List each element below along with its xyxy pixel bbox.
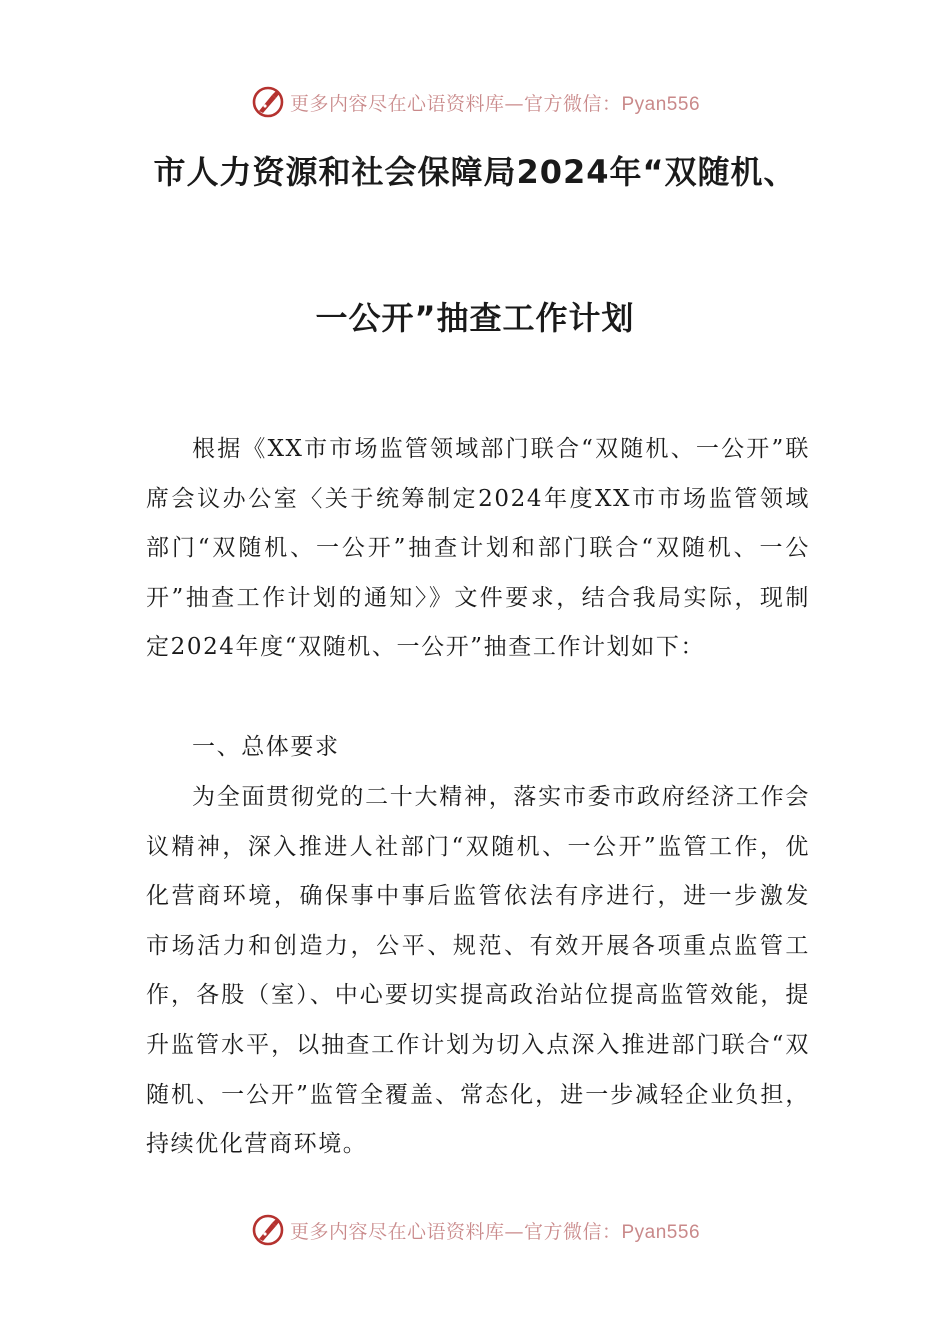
- intro-paragraph: 根据《XX市市场监管领域部门联合“双随机、一公开”联席会议办公室〈关于统筹制定2024年度XX市市场监管领域部门“双随机、一公开”抽查计划和部门联合“双随机、一公开”抽查工作计划的通知〉》文件要求，结合我局实际，现制定2024年度“双随机、一公开”抽查工作计划如下：: [146, 436, 810, 661]
- section-heading-general-requirements: 一、总体要求: [192, 734, 340, 760]
- watermark-header: [0, 82, 950, 122]
- general-requirements-paragraph: 为全面贯彻党的二十大精神，落实市委市政府经济工作会议精神，深入推进人社部门“双随机、一公开”监管工作，优化营商环境，确保事中事后监管依法有序进行，进一步激发市场活力和创造力，公平、规范、有效开展各项重点监管工作，各股（室）、中心要切实提高政治站位提高监管效能，提升监管水平，以抽查工作计划为切入点深入推进部门联合“双随机、一公开”监管全覆盖、常态化，进一步减轻企业负担，持续优化营商环境。: [146, 784, 810, 1158]
- watermark-text: 更多内容尽在心语资料库—官方微信：Pyan556: [289, 1220, 701, 1243]
- watermark-footer: [0, 1210, 950, 1250]
- document-title-line-1: 市人力资源和社会保障局2024年“双随机、: [153, 153, 797, 191]
- document-title-line-2: 一公开”抽查工作计划: [315, 299, 635, 337]
- pen-nib-circle-icon: [250, 1212, 286, 1248]
- pen-nib-circle-icon: [250, 84, 286, 120]
- watermark-text: 更多内容尽在心语资料库—官方微信：Pyan556: [289, 92, 701, 115]
